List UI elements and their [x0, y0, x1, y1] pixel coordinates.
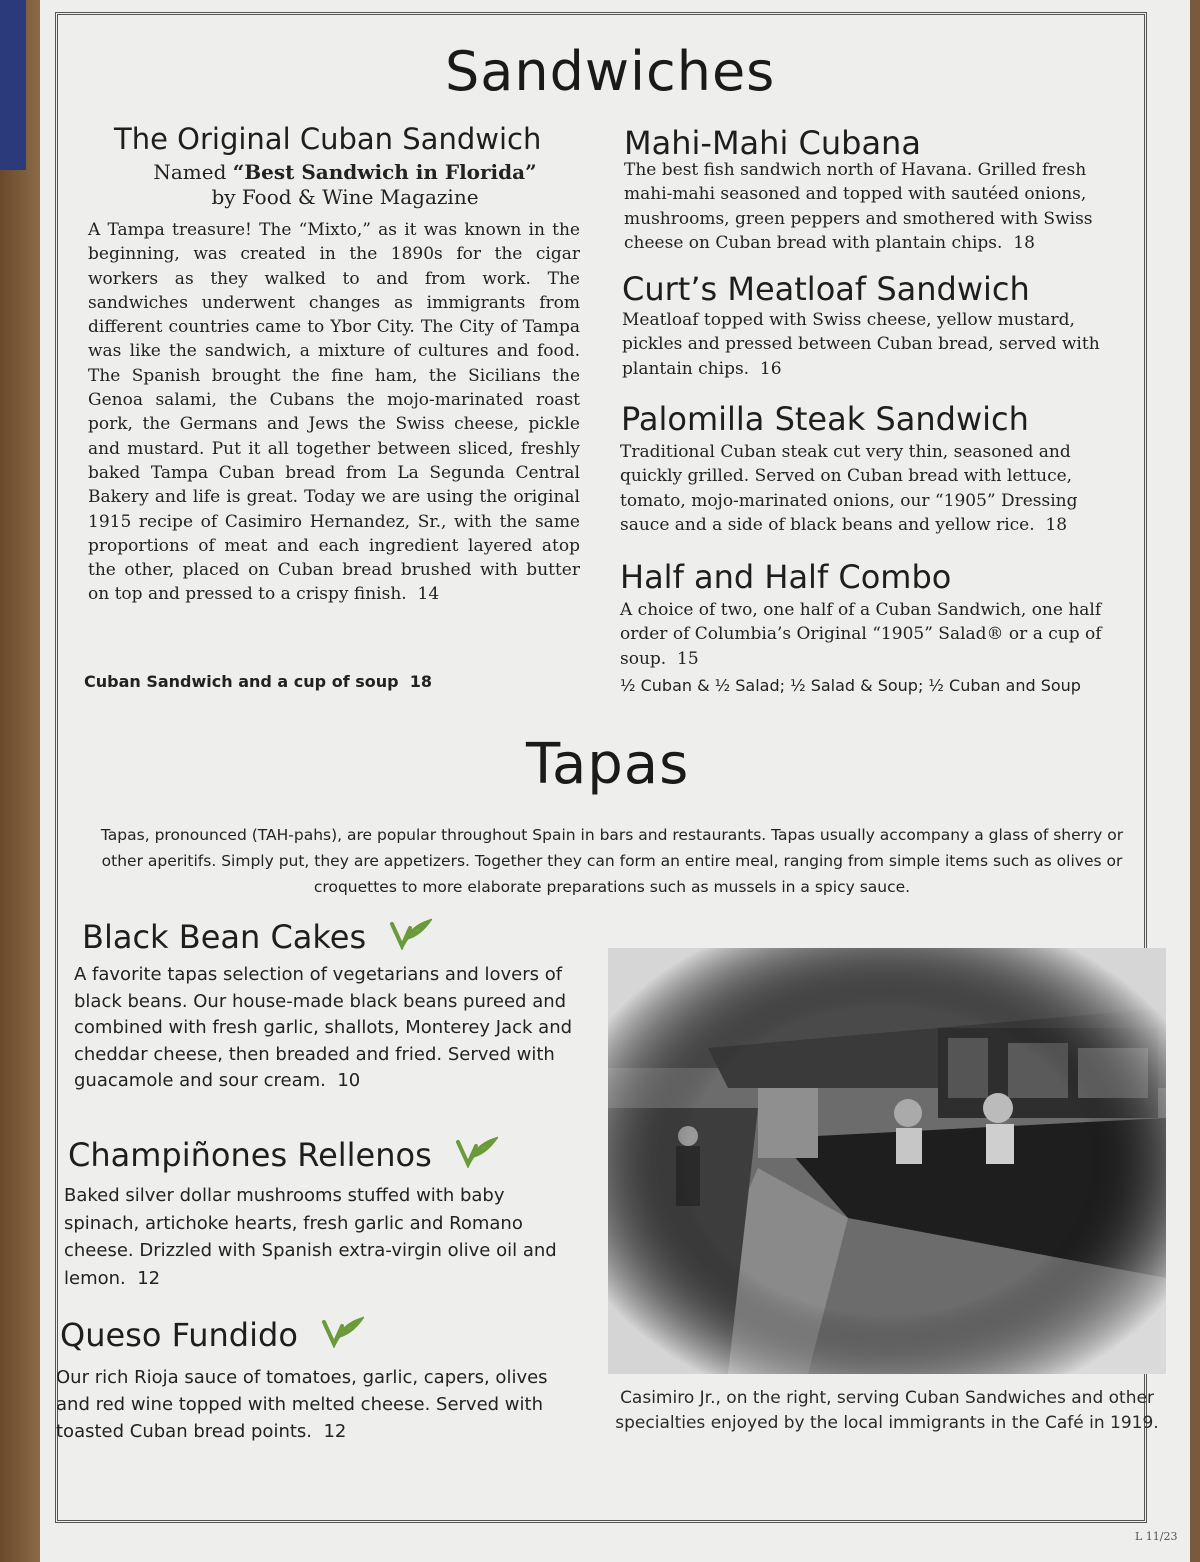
champinones-price: 12: [137, 1267, 161, 1289]
half-combo-description: [620, 598, 1110, 671]
palomilla-description: [620, 440, 1132, 537]
queso-description: [56, 1364, 556, 1445]
mahi-price: 18: [1013, 232, 1035, 253]
half-combo-name: Half and Half Combo: [620, 558, 952, 596]
cuban-award: [110, 160, 580, 210]
palomilla-price: 18: [1045, 514, 1068, 535]
mahi-name: Mahi-Mahi Cubana: [624, 124, 921, 162]
cuban-price: 14: [417, 584, 440, 605]
award-source: by Food & Wine Magazine: [211, 185, 479, 209]
champinones-label: Champiñones Rellenos: [68, 1136, 432, 1174]
historic-cafe-photo: [608, 948, 1166, 1374]
queso-name: [60, 1316, 364, 1354]
black-bean-label: Black Bean Cakes: [82, 918, 367, 956]
tapas-intro: Tapas, pronounced (TAH-pahs), are popular throughout Spain in bars and restaurants. Tapas usually accompany a glass of sherry or other aperitifs. Simply put, they are appetizers. Together they can form an entire meal, ranging from simple items such as olives or croquettes to more elaborate preparations such as mussels in a spicy sauce.: [100, 826, 1124, 896]
mahi-description: [624, 158, 1134, 255]
vegetarian-leaf-icon: [320, 1316, 364, 1348]
half-combo-price: 15: [677, 648, 699, 669]
cafe-interior-illustration: [608, 948, 1166, 1374]
photo-caption: Casimiro Jr., on the right, serving Cuban Sandwiches and other specialties enjoyed by the local immigrants in the Café in 1919.: [615, 1388, 1159, 1433]
tapas-title: Tapas: [526, 732, 690, 797]
half-combo-options: ½ Cuban & ½ Salad; ½ Salad & Soup; ½ Cuban and Soup: [620, 676, 1081, 695]
meatloaf-description: [622, 308, 1122, 381]
vegetarian-leaf-icon: [388, 918, 432, 950]
cuban-combo-price: 18: [409, 672, 432, 691]
sandwiches-title: Sandwiches: [445, 40, 776, 103]
champinones-description-text: Baked silver dollar mushrooms stuffed with baby spinach, artichoke hearts, fresh garlic and Romano cheese. Drizzled with Spanish extra-virgin olive oil and lemon.: [64, 1185, 557, 1289]
black-bean-description: [74, 962, 584, 1095]
card-edge: [0, 0, 26, 170]
meatloaf-price: 16: [759, 358, 782, 379]
mahi-description-text: The best fish sandwich north of Havana. Grilled fresh mahi-mahi seasoned and topped with sautéed onions, mushrooms, green peppers and smothered with Swiss cheese on Cuban bread with plantain chips.: [624, 160, 1093, 253]
champinones-name: [68, 1136, 498, 1174]
cuban-sandwich-name: The Original Cuban Sandwich: [114, 122, 542, 156]
cuban-description: [88, 218, 580, 607]
palomilla-name: Palomilla Steak Sandwich: [621, 400, 1029, 438]
palomilla-description-text: Traditional Cuban steak cut very thin, seasoned and quickly grilled. Served on Cuban bread with lettuce, tomato, mojo-marinated onions, our “1905” Dressing sauce and a side of black beans and yellow rice.: [620, 442, 1078, 535]
queso-label: Queso Fundido: [60, 1316, 298, 1354]
queso-description-text: Our rich Rioja sauce of tomatoes, garlic, capers, olives and red wine topped with melted cheese. Served with toasted Cuban bread points.: [56, 1367, 548, 1442]
meatloaf-name: Curt’s Meatloaf Sandwich: [622, 270, 1030, 308]
black-bean-name: [82, 918, 432, 956]
print-code: L 11/23: [1135, 1530, 1178, 1543]
award-title: “Best Sandwich in Florida”: [232, 160, 537, 184]
half-combo-description-text: A choice of two, one half of a Cuban Sandwich, one half order of Columbia’s Original “1905” Salad® or a cup of soup.: [620, 600, 1102, 669]
black-bean-price: 10: [337, 1070, 361, 1091]
meatloaf-description-text: Meatloaf topped with Swiss cheese, yellow mustard, pickles and pressed between Cuban bread, served with plantain chips.: [622, 310, 1100, 379]
cuban-description-text: A Tampa treasure! The “Mixto,” as it was known in the beginning, was created in the 1890s for the cigar workers as they walked to and from work. The sandwiches underwent changes as immigrants from different countries came to Ybor City. The City of Tampa was like the sandwich, a mixture of cultures and food. The Spanish brought the fine ham, the Sicilians the Genoa salami, the Cubans the mojo-marinated roast pork, the Germans and Jews the Swiss cheese, pickle and mustard. Put it all together between sliced, freshly baked Tampa Cuban bread from La Segunda Central Bakery and life is great. Today we are using the original 1915 recipe of Casimiro Hernandez, Sr., with the same proportions of meat and each ingredient layered atop the other, placed on Cuban bread brushed with butter on top and pressed to a crispy finish.: [88, 220, 580, 605]
cuban-combo: [84, 670, 432, 694]
table-edge: [0, 0, 40, 1562]
award-prefix: Named: [153, 160, 233, 184]
black-bean-description-text: A favorite tapas selection of vegetarians and lovers of black beans. Our house-made black beans pureed and combined with fresh garlic, shallots, Monterey Jack and cheddar cheese, then breaded and fried. Served with guacamole and sour cream.: [74, 964, 573, 1091]
queso-price: 12: [323, 1421, 347, 1442]
champinones-description: [64, 1182, 564, 1292]
vegetarian-leaf-icon: [454, 1136, 498, 1168]
cuban-combo-label: Cuban Sandwich and a cup of soup: [84, 672, 399, 691]
